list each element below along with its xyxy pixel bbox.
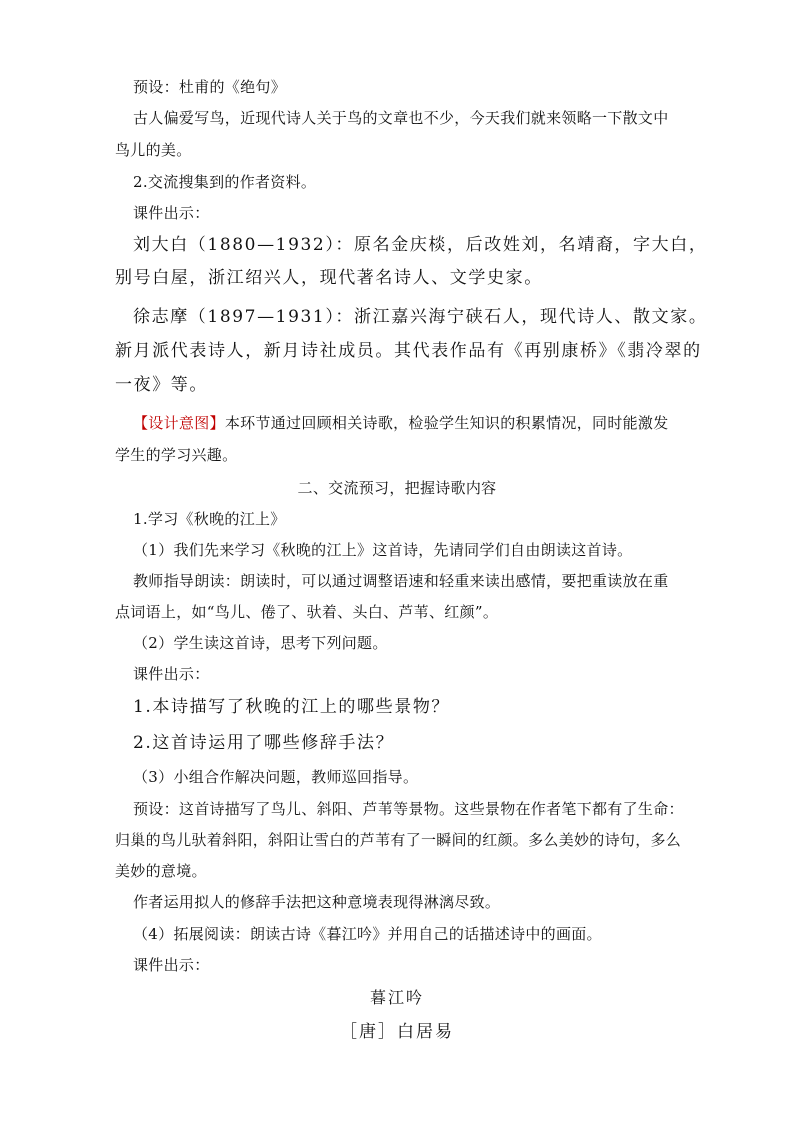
author-liudabai-line-2: 别号白屋，浙江绍兴人，现代著名诗人、文学史家。	[115, 268, 543, 288]
poem-title: 暮江吟	[369, 988, 424, 1007]
preset-answer-line-2: 归巢的鸟儿驮着斜阳，斜阳让雪白的芦苇有了一瞬间的红颜。多么美妙的诗句，多么	[115, 831, 682, 849]
step-2-heading: 2.交流搜集到的作者资料。	[133, 173, 317, 191]
section-heading-two: 二、交流预习，把握诗歌内容	[297, 479, 497, 497]
preset-answer-line-3: 美妙的意境。	[115, 862, 207, 880]
step-1-4-text: （4）拓展阅读：朗读古诗《暮江吟》并用自己的话描述诗中的画面。	[133, 925, 602, 943]
courseware-label-2: 课件出示：	[133, 665, 210, 683]
author-xuzhimo-line-3: 一夜》等。	[115, 375, 208, 395]
design-intent-text: 本环节通过回顾相关诗歌，检验学生知识的积累情况，同时能激发	[224, 414, 669, 432]
paragraph-preset-dufu: 预设：杜甫的《绝句》	[133, 78, 287, 96]
step-1-3-text: （3）小组合作解决问题，教师巡回指导。	[133, 768, 419, 786]
author-xuzhimo-line-2: 新月派代表诗人，新月诗社成员。其代表作品有《再别康桥》《翡冷翠的	[115, 341, 702, 361]
rhetoric-summary: 作者运用拟人的修辞手法把这种意境表现得淋漓尽致。	[133, 893, 501, 911]
design-intent-paragraph	[133, 413, 669, 433]
courseware-label-3: 课件出示：	[133, 956, 210, 974]
step-1-1-text: （1）我们先来学习《秋晚的江上》这首诗，先请同学们自由朗读这首诗。	[133, 541, 633, 559]
author-xuzhimo-line-1: 徐志摩（1897—1931）：浙江嘉兴海宁硖石人，现代诗人、散文家。	[133, 307, 708, 327]
courseware-label: 课件出示：	[133, 204, 210, 222]
paragraph-intro-line-1: 古人偏爱写鸟，近现代诗人关于鸟的文章也不少，今天我们就来领略一下散文中	[133, 109, 669, 127]
teacher-guidance-line-2: 点词语上，如“鸟儿、倦了、驮着、头白、芦苇、红颜”。	[115, 603, 499, 621]
question-2: 2.这首诗运用了哪些修辞手法？	[133, 733, 395, 753]
design-intent-line-2: 学生的学习兴趣。	[115, 446, 238, 464]
teacher-guidance-line-1: 教师指导朗读：朗读时，可以通过调整语速和轻重来读出感情，要把重读放在重	[133, 572, 669, 590]
author-liudabai-line-1: 刘大白（1880—1932）：原名金庆棪，后改姓刘，名靖裔，字大白，	[133, 235, 708, 255]
step-1-heading: 1.学习《秋晚的江上》	[133, 510, 286, 528]
question-1: 1.本诗描写了秋晚的江上的哪些景物？	[133, 697, 451, 717]
poem-author: ［唐］白居易	[340, 1022, 454, 1042]
preset-answer-line-1: 预设：这首诗描写了鸟儿、斜阳、芦苇等景物。这些景物在作者笔下都有了生命：	[133, 800, 684, 818]
step-1-2-text: （2）学生读这首诗，思考下列问题。	[133, 634, 388, 652]
paragraph-intro-line-2: 鸟儿的美。	[115, 141, 192, 159]
design-intent-tag: 【设计意图】	[133, 414, 225, 432]
